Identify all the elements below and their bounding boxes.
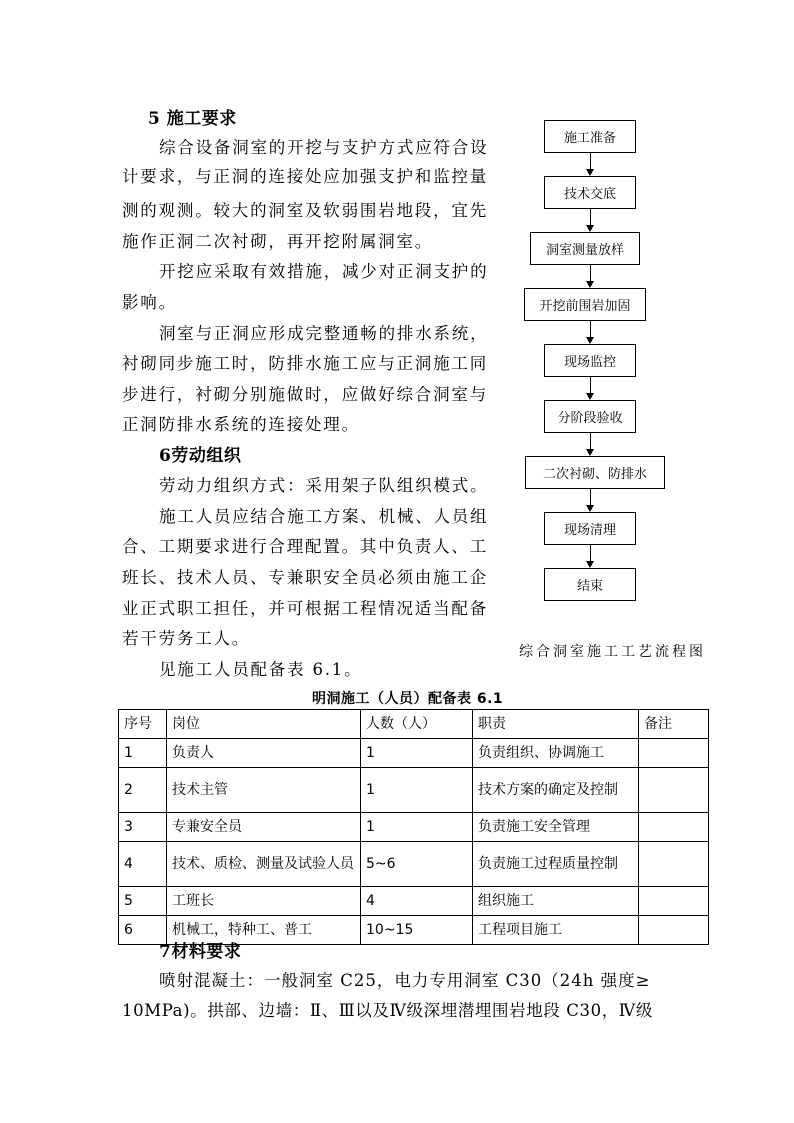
section-5-heading: 5 施工要求 (148, 109, 237, 129)
table-cell: 技术主管 (167, 768, 361, 813)
table-cell: 1 (361, 739, 473, 768)
paragraph-line: 施作正洞二次衬砌，再开挖附属洞室。 (122, 232, 434, 251)
flow-arrow-icon (586, 505, 594, 512)
paragraph-line: 计要求，与正洞的连接处应加强支护和监控量 (122, 167, 488, 186)
column-header: 人数（人） (361, 710, 473, 739)
paragraph-line: 衬砌同步施工时，防排水施工应与正洞施工同 (122, 354, 488, 373)
table-cell: 机械工，特种工、普工 (167, 916, 361, 945)
flow-step-lining: 二次衬砌、防排水 (525, 456, 665, 489)
paragraph-line: 步进行，衬砌分别施做时，应做好综合洞室与 (122, 385, 488, 404)
table-row (119, 813, 709, 842)
table-row (119, 842, 709, 887)
table-cell: 10~15 (361, 916, 473, 945)
flow-step-survey: 洞室测量放样 (530, 232, 640, 265)
paragraph-line: 10MPa)。拱部、边墙：Ⅱ、Ⅲ以及Ⅳ级深埋潜埋围岩地段 C30，Ⅳ级 (122, 1001, 653, 1020)
table-header-row (119, 710, 709, 739)
table-cell: 1 (119, 739, 167, 768)
table-cell: 专兼安全员 (167, 813, 361, 842)
staffing-table (118, 709, 709, 945)
flow-connector (590, 209, 591, 226)
table-cell (639, 813, 709, 842)
table-cell: 负责组织、协调施工 (473, 739, 639, 768)
flow-arrow-icon (586, 281, 594, 288)
paragraph-line: 正洞防排水系统的连接处理。 (122, 415, 360, 434)
paragraph-line: 班长、技术人员、专兼职安全员必须由施工企 (122, 568, 488, 587)
flow-connector (590, 265, 591, 282)
paragraph-line: 见施工人员配备表 6.1。 (159, 660, 363, 679)
paragraph-line: 劳动力组织方式：采用架子队组织模式。 (159, 476, 489, 495)
table-cell: 5 (119, 887, 167, 916)
paragraph-line: 合、工期要求进行合理配置。其中负责人、工 (122, 537, 488, 556)
flow-arrow-icon (586, 169, 594, 176)
flow-arrow-icon (586, 393, 594, 400)
flow-connector (590, 153, 591, 170)
flow-step-end: 结束 (544, 568, 636, 601)
table-cell (639, 887, 709, 916)
paragraph-line: 喷射混凝土：一般洞室 C25，电力专用洞室 C30（24h 强度≥ (159, 971, 651, 990)
flow-step-briefing: 技术交底 (544, 176, 636, 209)
flow-step-monitoring: 现场监控 (544, 344, 636, 377)
table-cell: 负责施工过程质量控制 (473, 842, 639, 887)
paragraph-line: 洞室与正洞应形成完整通畅的排水系统， (159, 324, 489, 343)
column-header: 职责 (473, 710, 639, 739)
table-cell: 4 (119, 842, 167, 887)
paragraph-line: 施工人员应结合施工方案、机械、人员组 (159, 507, 489, 526)
table-cell: 组织施工 (473, 887, 639, 916)
table-cell (639, 739, 709, 768)
flow-step-preparation: 施工准备 (544, 120, 636, 153)
table-cell: 负责施工安全管理 (473, 813, 639, 842)
table-cell: 3 (119, 813, 167, 842)
table-cell: 4 (361, 887, 473, 916)
section-6-heading: 6劳动组织 (159, 446, 242, 466)
table-cell: 6 (119, 916, 167, 945)
table-cell: 1 (361, 768, 473, 813)
flow-connector (590, 489, 591, 506)
flow-step-cleanup: 现场清理 (544, 512, 636, 545)
table-cell: 工班长 (167, 887, 361, 916)
table-cell: 5~6 (361, 842, 473, 887)
flow-connector (590, 377, 591, 394)
paragraph-line: 影响。 (122, 293, 177, 312)
flow-arrow-icon (586, 225, 594, 232)
table-cell: 工程项目施工 (473, 916, 639, 945)
table-row (119, 739, 709, 768)
table-cell (639, 842, 709, 887)
flow-connector (590, 321, 591, 338)
table-cell: 1 (361, 813, 473, 842)
table-cell: 负责人 (167, 739, 361, 768)
paragraph-line: 测的观测。较大的洞室及软弱围岩地段，宜先 (122, 201, 488, 220)
table-cell: 技术方案的确定及控制 (473, 768, 639, 813)
flowchart-caption: 综合洞室施工工艺流程图 (519, 644, 706, 660)
table-row (119, 887, 709, 916)
paragraph-line: 若干劳务工人。 (122, 629, 251, 648)
table-cell (639, 768, 709, 813)
column-header: 序号 (119, 710, 167, 739)
paragraph-line: 开挖应采取有效措施，减少对正洞支护的 (159, 262, 489, 281)
paragraph-line: 综合设备洞室的开挖与支护方式应符合设 (159, 138, 489, 157)
flow-connector (590, 433, 591, 450)
table-row (119, 768, 709, 813)
section-7-heading: 7材料要求 (159, 942, 242, 962)
flow-step-acceptance: 分阶段验收 (544, 400, 636, 433)
table-cell: 技术、质检、测量及试验人员 (167, 842, 361, 887)
flow-connector (590, 545, 591, 562)
flow-arrow-icon (586, 337, 594, 344)
table-cell (639, 916, 709, 945)
table-cell: 2 (119, 768, 167, 813)
flow-step-reinforcement: 开挖前围岩加固 (524, 288, 646, 321)
table-title: 明洞施工（人员）配备表 6.1 (312, 691, 504, 707)
column-header: 备注 (639, 710, 709, 739)
column-header: 岗位 (167, 710, 361, 739)
paragraph-line: 业正式职工担任，并可根据工程情况适当配备 (122, 599, 488, 618)
flow-arrow-icon (586, 449, 594, 456)
flow-arrow-icon (586, 561, 594, 568)
